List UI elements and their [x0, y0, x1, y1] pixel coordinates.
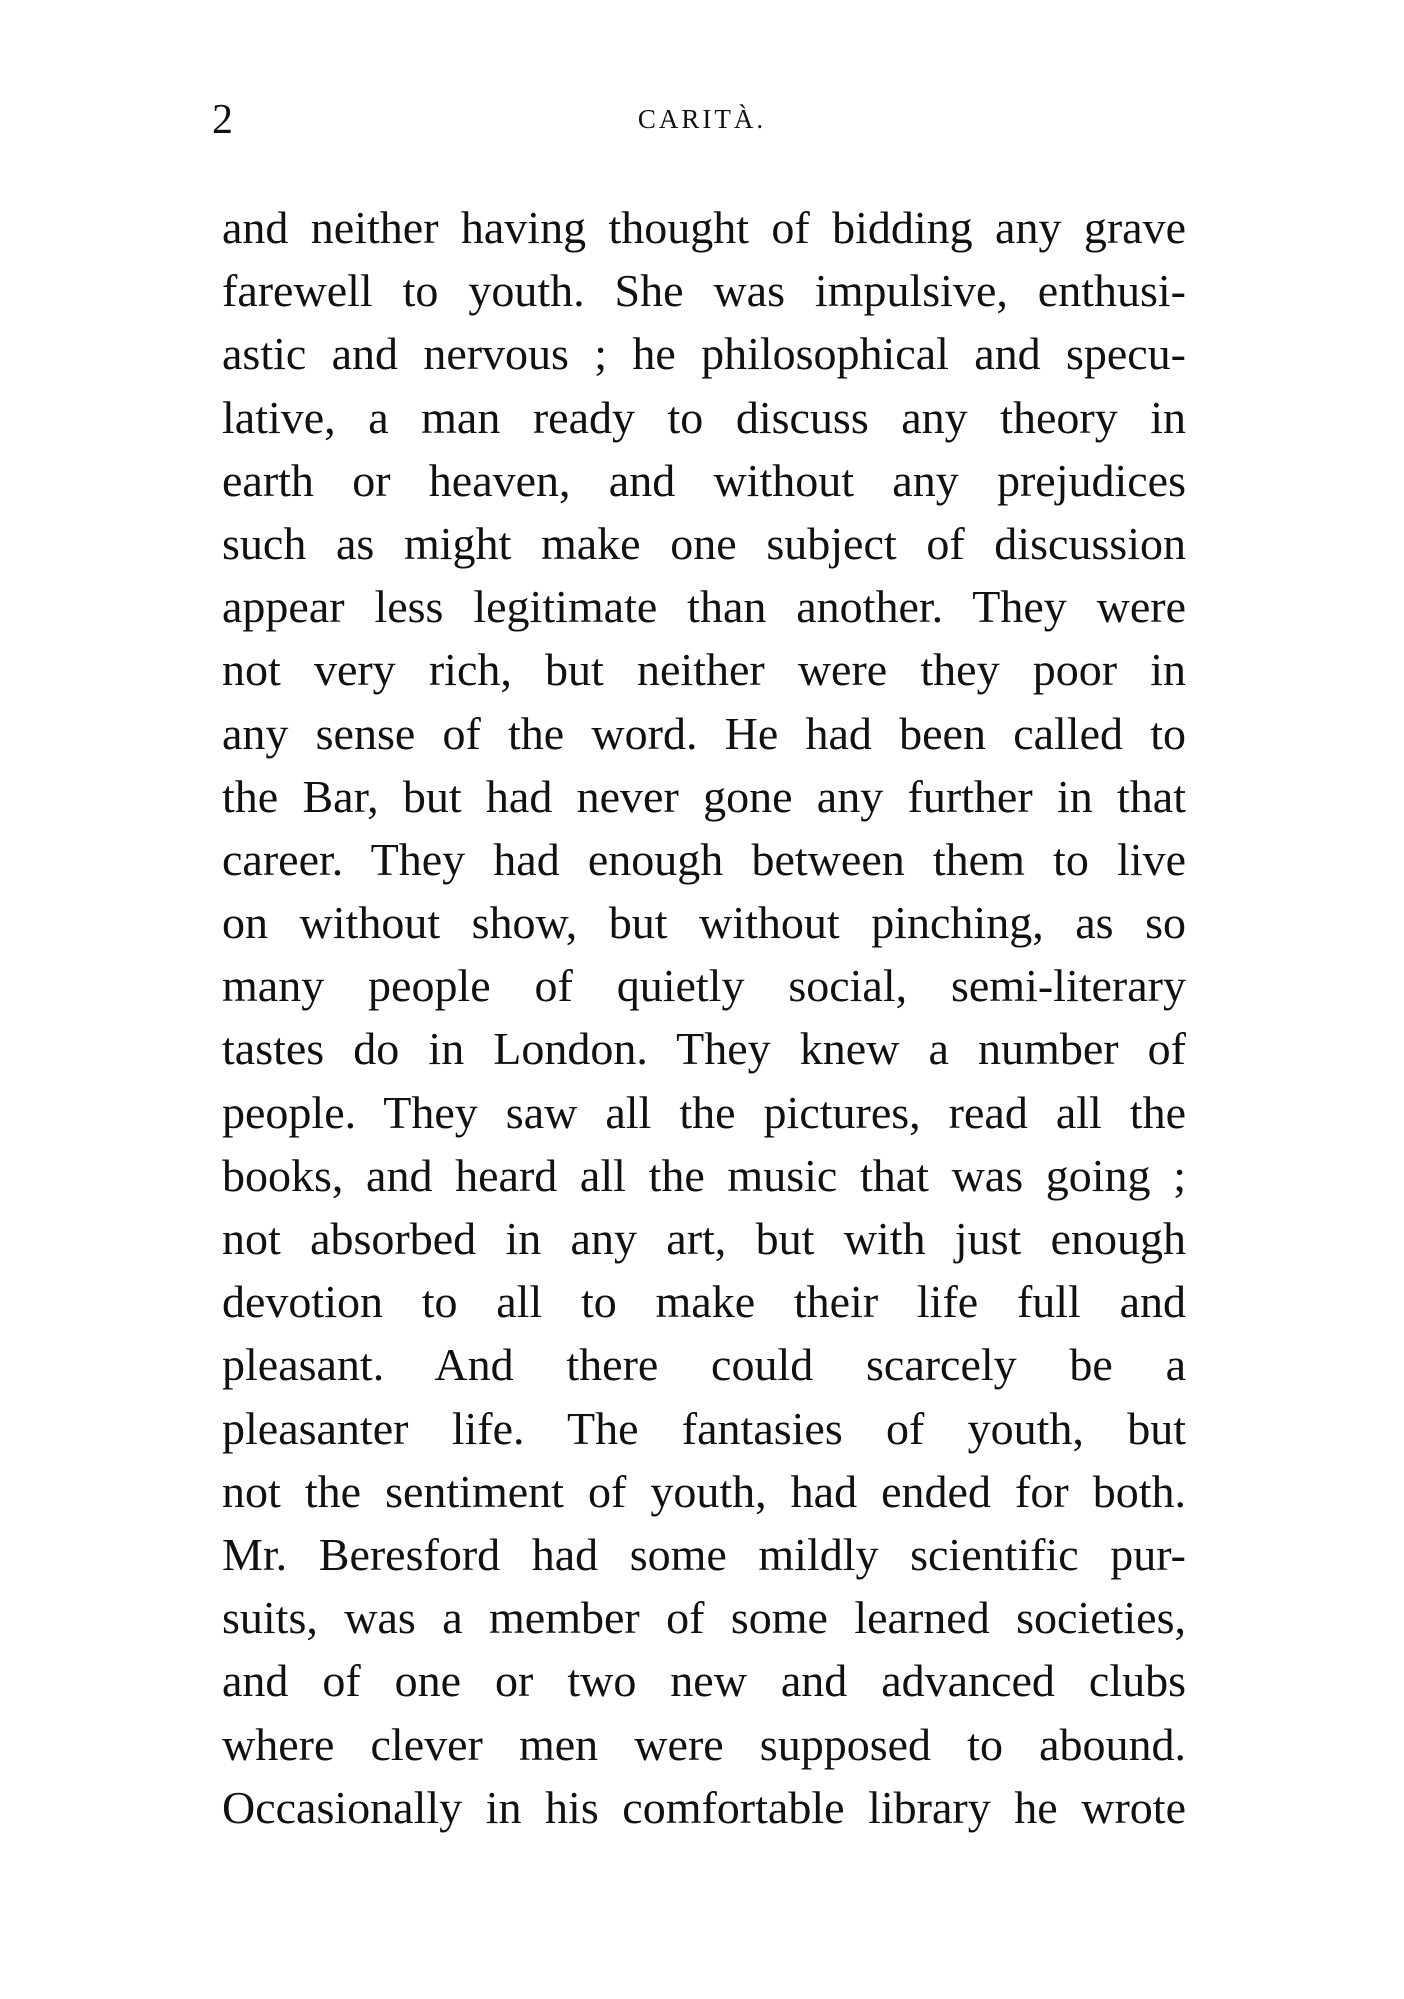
page-header — [212, 96, 1192, 146]
text-line: earth or heaven, and without any prejudices — [222, 454, 1186, 506]
text-line: and neither having thought of bidding any grave — [222, 202, 1186, 253]
text-line: not absorbed in any art, but with just enough — [222, 1213, 1186, 1264]
text-line: suits, was a member of some learned societies, — [222, 1592, 1186, 1644]
text-line: and of one or two new and advanced clubs — [222, 1655, 1186, 1707]
page-number: 2 — [212, 97, 233, 143]
text-line: such as might make one subject of discussion — [222, 517, 1186, 569]
text-line: people. They saw all the pictures, read all the — [222, 1086, 1186, 1138]
text-line: tastes do in London. They knew a number of — [222, 1023, 1186, 1075]
running-title: CARITÀ. — [637, 104, 767, 134]
text-line: not the sentiment of youth, had ended for both. — [222, 1465, 1186, 1517]
text-line: on without show, but without pinching, as so — [222, 897, 1186, 949]
text-line: farewell to youth. She was impulsive, enthusi- — [222, 265, 1186, 317]
text-line: books, and heard all the music that was going ; — [222, 1149, 1186, 1201]
text-line: the Bar, but had never gone any further in that — [222, 770, 1186, 822]
text-line: lative, a man ready to discuss any theory in — [222, 391, 1186, 443]
text-line: astic and nervous ; he philosophical and specu- — [222, 328, 1186, 380]
text-line: pleasant. And there could scarcely be a — [222, 1339, 1186, 1391]
text-line: Occasionally in his comfortable library he wrote — [222, 1781, 1186, 1833]
text-line: any sense of the word. He had been called to — [222, 707, 1186, 759]
text-line: where clever men were supposed to abound. — [222, 1718, 1186, 1770]
text-line: many people of quietly social, semi-literary — [222, 960, 1186, 1012]
text-line: not very rich, but neither were they poor in — [222, 644, 1186, 696]
text-line: Mr. Beresford had some mildly scientific pur- — [222, 1528, 1186, 1580]
body-text — [222, 196, 1186, 1839]
text-line: career. They had enough between them to live — [222, 833, 1186, 885]
text-line: appear less legitimate than another. They were — [222, 581, 1186, 633]
text-line: devotion to all to make their life full and — [222, 1276, 1186, 1328]
text-line: pleasanter life. The fantasies of youth, but — [222, 1402, 1186, 1454]
